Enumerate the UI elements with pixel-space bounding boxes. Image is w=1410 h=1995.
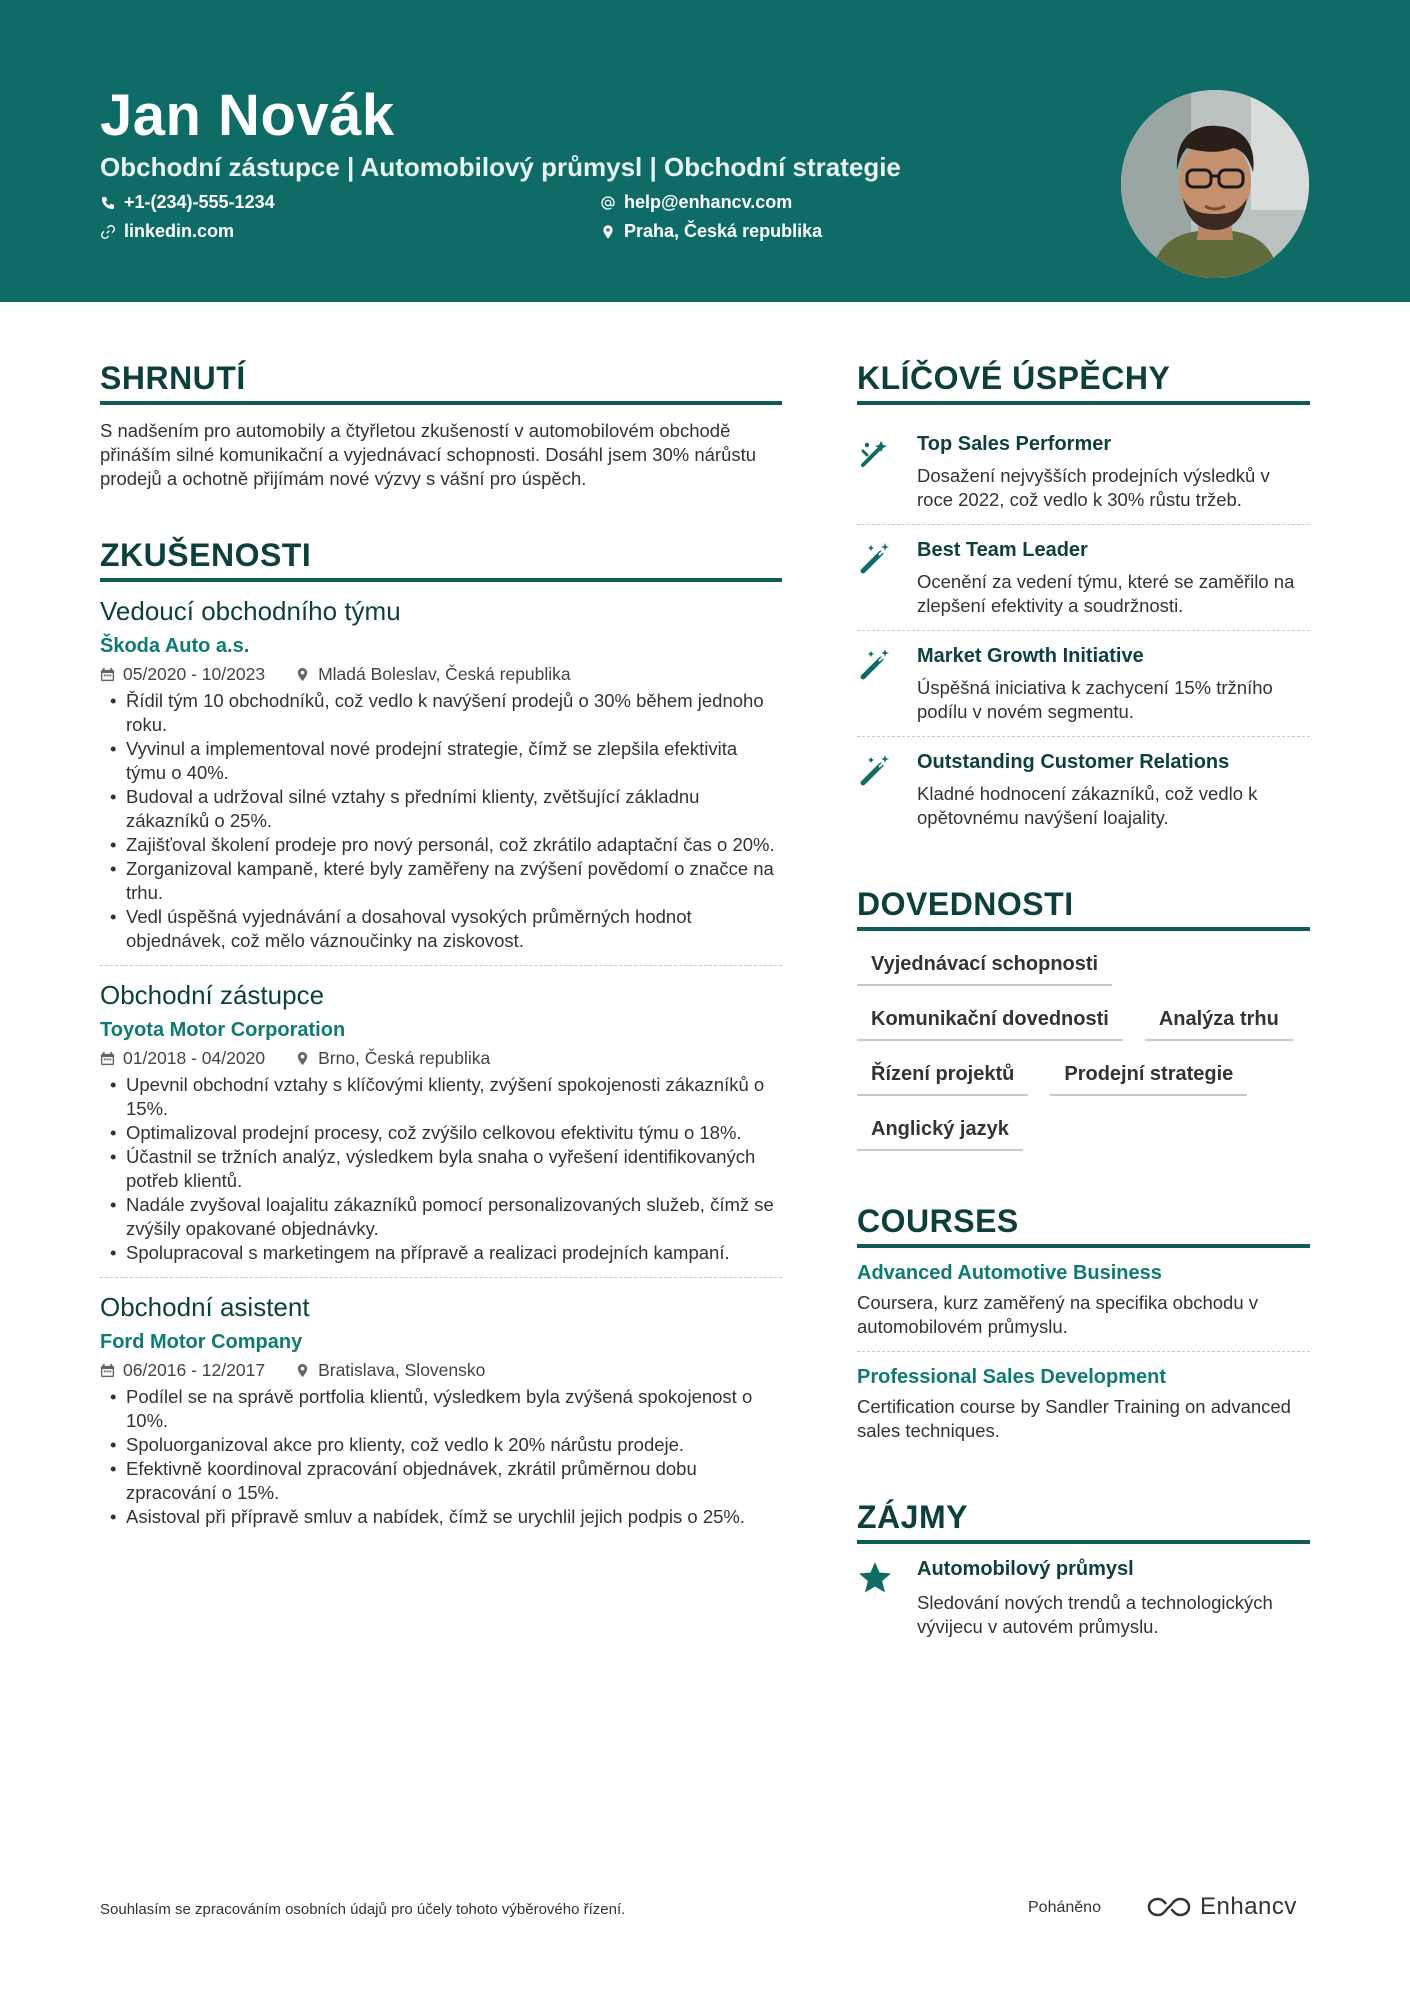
experience-heading: ZKUŠENOSTI [100, 537, 782, 582]
skill-tag: Řízení projektů [857, 1057, 1028, 1096]
job-bullets [100, 1073, 782, 1265]
course-title: Professional Sales Development [857, 1366, 1167, 1388]
course-item [857, 1366, 1310, 1455]
bullet-item: • Spoluorganizoval akce pro klienty, což vedlo k 20% nárůstu prodeje. [100, 1433, 782, 1457]
job-location: Bratislava, Slovensko [318, 1360, 486, 1380]
candidate-title: Obchodní zástupce | Automobilový průmysl | Obchodní strategie [100, 152, 901, 182]
enhancv-logo-icon [1146, 1895, 1192, 1919]
achievement-desc: Dosažení nejvyšších prodejních výsledků v roce 2022, což vedlo k 30% růstu tržeb. [917, 465, 1270, 510]
contact-email[interactable] [600, 192, 792, 213]
bullet-item: • Podílel se na správě portfolia klientů, výsledkem byla zvýšená spokojenost o 10%. [100, 1385, 782, 1433]
job-meta [100, 1048, 782, 1069]
contact-location [600, 221, 822, 242]
achievement-title: Outstanding Customer Relations [917, 751, 1230, 773]
linkedin-text: linkedin.com [124, 221, 235, 241]
phone-icon [100, 195, 116, 211]
bullet-item: • Asistoval při přípravě smluv a nabídek, čímž se urychlil jejich podpis o 25%. [100, 1505, 782, 1529]
achievements-heading: KLÍČOVÉ ÚSPĚCHY [857, 360, 1310, 405]
magic-wand-icon [857, 753, 893, 789]
achievement-item [857, 631, 1310, 737]
interest-title: Automobilový průmysl [917, 1558, 1134, 1580]
experience-section [100, 537, 782, 1541]
achievement-title: Market Growth Initiative [917, 645, 1144, 667]
skill-tag: Komunikační dovednosti [857, 1002, 1123, 1041]
company-name: Škoda Auto a.s. [100, 635, 250, 657]
skill-tag: Prodejní strategie [1050, 1057, 1247, 1096]
interest-desc: Sledování nových trendů a technologických vývijecu v autovém průmyslu. [917, 1592, 1273, 1637]
bullet-item: • Vedl úspěšná vyjednávání a dosahoval vysokých průměrných hodnot objednávek, což mělo váznoučinky na ziskovost. [100, 905, 782, 953]
magic-wand-icon [857, 647, 893, 683]
course-item [857, 1262, 1310, 1352]
company-name: Toyota Motor Corporation [100, 1019, 346, 1041]
job-location: Mladá Boleslav, Česká republika [318, 664, 571, 684]
profile-photo [1121, 90, 1309, 278]
job-entry [100, 980, 782, 1278]
skill-tag: Vyjednávací schopnosti [857, 947, 1112, 986]
courses-heading: COURSES [857, 1203, 1310, 1248]
trophy-wand-icon [857, 435, 893, 471]
achievement-item [857, 737, 1310, 842]
powered-by-label: Poháněno [1028, 1899, 1101, 1916]
job-entry [100, 1292, 782, 1541]
job-meta [100, 664, 782, 685]
contact-phone[interactable] [100, 192, 275, 213]
bullet-item: • Nadále zvyšoval loajalitu zákazníků pomocí personalizovaných služeb, čímž se zvýšily opakované objednávky. [100, 1193, 782, 1241]
job-bullets [100, 1385, 782, 1529]
achievement-item [857, 525, 1310, 631]
job-dates: 05/2020 - 10/2023 [123, 664, 266, 684]
summary-heading: SHRNUTÍ [100, 360, 782, 405]
interests-section [857, 1499, 1310, 1639]
calendar-icon [100, 1051, 115, 1066]
job-dates: 06/2016 - 12/2017 [123, 1360, 266, 1380]
left-column [100, 360, 782, 1555]
location-pin-icon [295, 1051, 310, 1066]
magic-wand-icon [857, 541, 893, 577]
star-icon [857, 1560, 893, 1596]
location-pin-icon [600, 224, 616, 240]
course-desc: Certification course by Sandler Training on advanced sales techniques. [857, 1396, 1291, 1441]
brand-name: Enhancv [1200, 1893, 1297, 1920]
job-meta [100, 1360, 782, 1381]
bullet-item: • Budoval a udržoval silné vztahy s předními klienty, zvětšující základnu zákazníků o 25%. [100, 785, 782, 833]
bullet-item: • Řídil tým 10 obchodníků, což vedlo k navýšení prodejů o 30% během jednoho roku. [100, 689, 782, 737]
interests-heading: ZÁJMY [857, 1499, 1310, 1544]
calendar-icon [100, 667, 115, 682]
course-title: Advanced Automotive Business [857, 1262, 1162, 1284]
phone-text: +1-(234)-555-1234 [124, 192, 275, 212]
course-desc: Coursera, kurz zaměřený na specifika obchodu v automobilovém průmyslu. [857, 1292, 1259, 1337]
achievement-title: Best Team Leader [917, 539, 1088, 561]
achievements-section [857, 360, 1310, 842]
job-entry [100, 596, 782, 966]
enhancv-brand[interactable] [1146, 1893, 1297, 1921]
location-pin-icon [295, 1363, 310, 1378]
at-icon [600, 195, 616, 211]
summary-section [100, 360, 782, 491]
bullet-item: • Optimalizoval prodejní procesy, což zvýšilo celkovou efektivitu týmu o 18%. [100, 1121, 782, 1145]
contact-linkedin[interactable] [100, 221, 234, 242]
achievement-item [857, 419, 1310, 525]
job-bullets [100, 689, 782, 953]
skill-tag: Anglický jazyk [857, 1112, 1023, 1151]
link-icon [100, 224, 116, 240]
right-column [857, 360, 1310, 1639]
resume-header [0, 0, 1410, 302]
skills-section [857, 886, 1310, 1151]
achievement-desc: Úspěšná iniciativa k zachycení 15% tržního podílu v novém segmentu. [917, 677, 1273, 722]
job-title: Vedoucí obchodního týmu [100, 596, 401, 626]
achievement-title: Top Sales Performer [917, 433, 1112, 455]
location-text: Praha, Česká republika [624, 221, 823, 241]
bullet-item: • Zorganizoval kampaně, které byly zaměřeny na zvýšení povědomí o značce na trhu. [100, 857, 782, 905]
job-dates: 01/2018 - 04/2020 [123, 1048, 266, 1068]
courses-section [857, 1203, 1310, 1455]
achievement-desc: Kladné hodnocení zákazníků, což vedlo k opětovnému navýšení loajality. [917, 783, 1258, 828]
job-location: Brno, Česká republika [318, 1048, 491, 1068]
bullet-item: • Efektivně koordinoval zpracování objednávek, zkrátil průměrnou dobu zpracování o 15%. [100, 1457, 782, 1505]
email-text: help@enhancv.com [624, 192, 793, 212]
job-title: Obchodní asistent [100, 1292, 310, 1322]
bullet-item: • Spolupracoval s marketingem na přípravě a realizaci prodejních kampaní. [100, 1241, 782, 1265]
bullet-item: • Zajišťoval školení prodeje pro nový personál, což zkrátilo adaptační čas o 20%. [100, 833, 782, 857]
skill-tag: Analýza trhu [1145, 1002, 1293, 1041]
summary-text: S nadšením pro automobily a čtyřletou zkušeností v automobilovém obchodě přináším silné komunikační a vyjednávací schopnosti. Dosáhl jsem 30% nárůstu prodejů a ochotně přijímám nové výzvy s vášní pro úspěch. [100, 420, 757, 489]
interest-item [857, 1558, 1310, 1639]
calendar-icon [100, 1363, 115, 1378]
consent-note: Souhlasím se zpracováním osobních údajů pro účely tohoto výběrového řízení. [100, 1901, 626, 1918]
candidate-name: Jan Novák [100, 83, 395, 148]
location-pin-icon [295, 667, 310, 682]
job-title: Obchodní zástupce [100, 980, 325, 1010]
skills-list [857, 945, 1310, 1151]
skills-heading: DOVEDNOSTI [857, 886, 1310, 931]
bullet-item: • Upevnil obchodní vztahy s klíčovými klienty, zvýšení spokojenosti zákazníků o 15%. [100, 1073, 782, 1121]
bullet-item: • Vyvinul a implementoval nové prodejní strategie, čímž se zlepšila efektivita týmu o 40%. [100, 737, 782, 785]
company-name: Ford Motor Company [100, 1331, 303, 1353]
bullet-item: • Účastnil se tržních analýz, výsledkem byla snaha o vyřešení identifikovaných potřeb klientů. [100, 1145, 782, 1193]
achievement-desc: Ocenění za vedení týmu, které se zaměřilo na zlepšení efektivity a soudržnosti. [917, 571, 1295, 616]
